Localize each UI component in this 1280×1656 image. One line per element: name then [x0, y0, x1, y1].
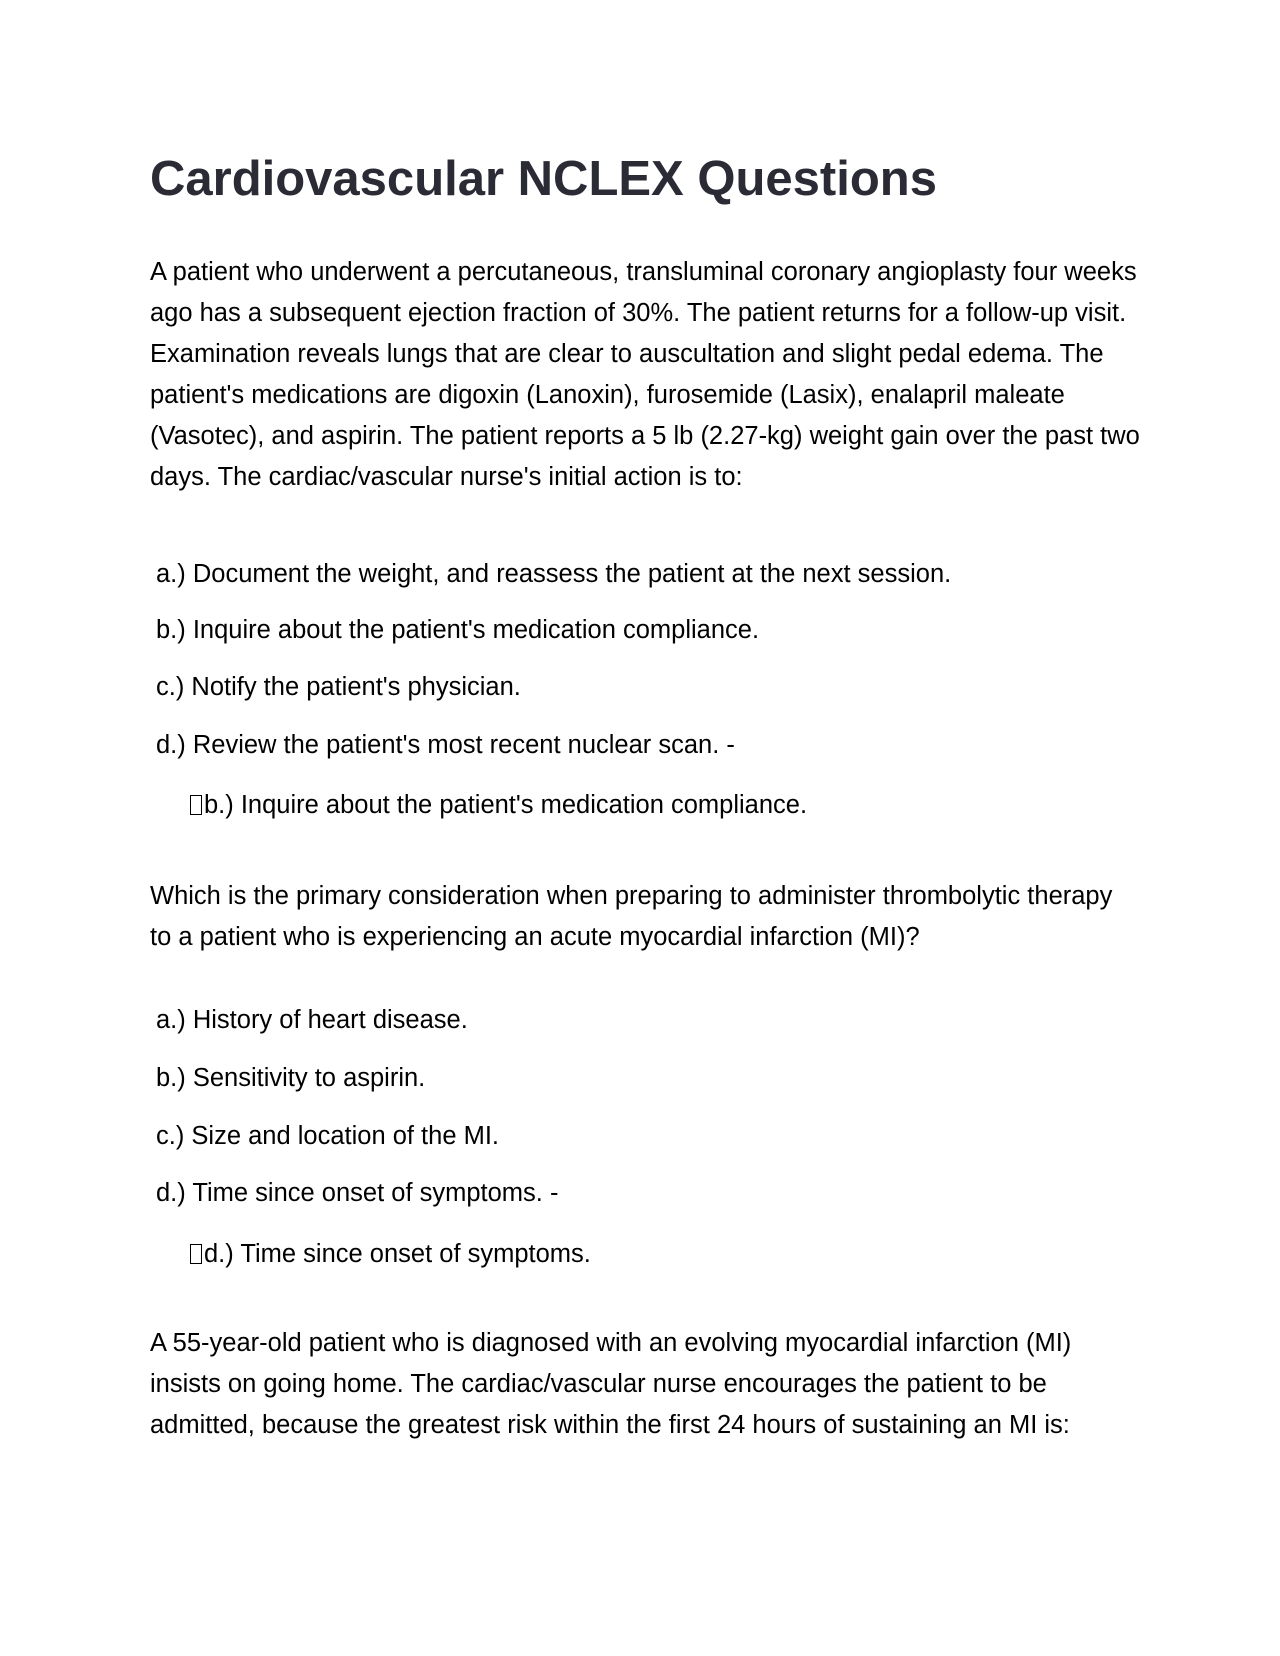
- question-1-stem: A patient who underwent a percutaneous, transluminal coronary angioplasty four weeks ago has a subsequent ejection fraction of 30%. The patient returns for a follow-up visit. Examination reveals lungs that are clear to auscultation and slight pedal edema. The patient's medications are digoxin (Lanoxin), furosemide (Lasix), enalapril maleate (Vasotec), and aspirin. The patient reports a 5 lb (2.27-kg) weight gain over the past two days. The cardiac/vascular nurse's initial action is to:: [150, 258, 1140, 491]
- question-2-stem: Which is the primary consideration when preparing to administer thrombolytic therapy to a patient who is experiencing an acute myocardial infarction (MI)?: [150, 882, 1113, 951]
- question-2-answer-text: d.) Time since onset of symptoms.: [204, 1240, 591, 1268]
- question-3-stem: A 55-year-old patient who is diagnosed with an evolving myocardial infarction (MI) insists on going home. The cardiac/vascular nurse encourages the patient to be admitted, because the greatest risk within the first 24 hours of sustaining an MI is:: [150, 1329, 1072, 1439]
- question-1-answer-text: b.) Inquire about the patient's medication compliance.: [204, 791, 808, 819]
- missing-glyph-icon: [190, 1244, 202, 1264]
- question-1-option-d: d.) Review the patient's most recent nuclear scan. -: [156, 731, 735, 759]
- question-2-option-c: c.) Size and location of the MI.: [156, 1122, 500, 1150]
- page-title: Cardiovascular NCLEX Questions: [150, 152, 937, 206]
- question-2-option-b: b.) Sensitivity to aspirin.: [156, 1064, 426, 1092]
- question-1-answer: [190, 789, 807, 821]
- question-1-option-c: c.) Notify the patient's physician.: [156, 673, 521, 701]
- question-2-answer: [190, 1238, 591, 1270]
- question-2-option-d: d.) Time since onset of symptoms. -: [156, 1179, 559, 1207]
- question-1-option-a: a.) Document the weight, and reassess the patient at the next session.: [156, 560, 952, 588]
- question-2-option-a: a.) History of heart disease.: [156, 1006, 468, 1034]
- question-1-option-b: b.) Inquire about the patient's medication compliance.: [156, 616, 760, 644]
- missing-glyph-icon: [190, 795, 202, 815]
